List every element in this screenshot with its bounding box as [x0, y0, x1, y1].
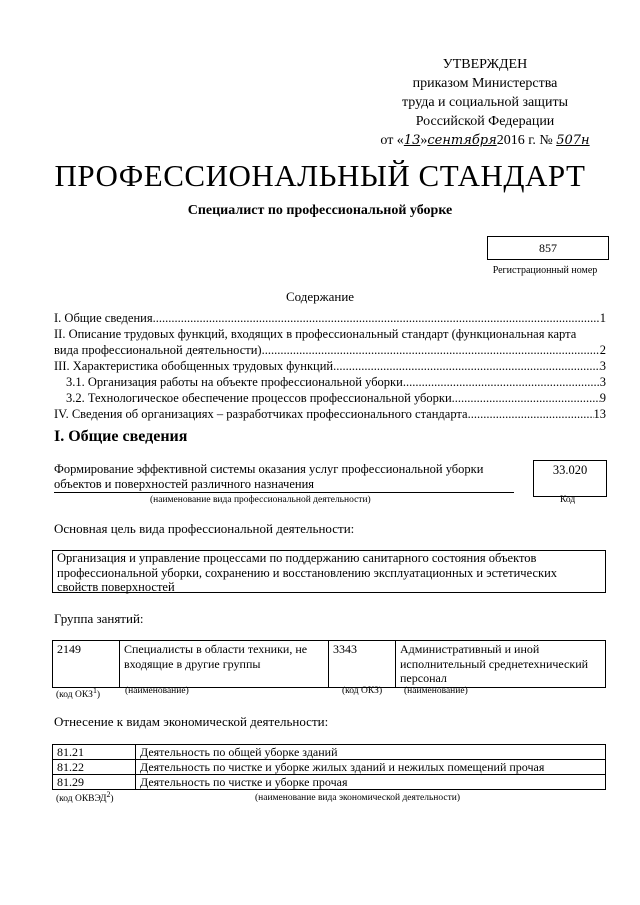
- page-title: ПРОФЕССИОНАЛЬНЫЙ СТАНДАРТ: [54, 158, 586, 193]
- okz-code: 3343: [329, 641, 396, 688]
- okz-code-caption: (код ОКЗ$^1$): [56, 686, 101, 701]
- toc-item[interactable]: II. Описание трудовых функций, входящих в профессиональный стандарт (функциональная карта вида профессиональной деятельности) ..... 2: [54, 326, 606, 358]
- toc-item[interactable]: 3.1. Организация работы на объекте профессиональной уборки ..... 3: [54, 374, 606, 390]
- toc-item[interactable]: 3.2. Технологическое обеспечение процессов профессиональной уборки ..... 9: [54, 390, 606, 406]
- okz-name-caption: (наименование): [125, 686, 189, 696]
- okz-code-caption: (код ОКЗ): [342, 686, 383, 696]
- activity-code-box: 33.020: [533, 460, 607, 497]
- okved-name: Деятельность по общей уборке зданий: [136, 745, 606, 760]
- approval-line: труда и социальной защиты: [402, 95, 568, 110]
- toc-heading: Содержание: [285, 289, 355, 304]
- table-row: [53, 745, 606, 760]
- okved-name-caption: (наименование вида экономической деятельности): [255, 793, 460, 803]
- handwritten-day: 13: [403, 133, 421, 148]
- goal-heading: Основная цель вида профессиональной деятельности:: [54, 521, 355, 536]
- activity-caption: (наименование вида профессиональной деятельности): [150, 495, 371, 505]
- handwritten-number: 507н: [556, 133, 590, 148]
- occupation-group-table: [52, 640, 606, 688]
- approval-line: Российской Федерации: [415, 114, 555, 129]
- okved-name: Деятельность по чистке и уборке жилых зданий и нежилых помещений прочая: [136, 760, 606, 775]
- toc-item[interactable]: I. Общие сведения ..... 1: [54, 310, 606, 326]
- code-caption: Код: [560, 495, 576, 505]
- okved-code: 81.29: [53, 775, 136, 790]
- okved-code: 81.21: [53, 745, 136, 760]
- group-heading: Группа занятий:: [54, 611, 144, 626]
- registration-number-box: 857: [487, 236, 609, 260]
- okved-code-caption: (код ОКВЭД$^2$): [56, 790, 114, 805]
- approval-line: приказом Министерства: [412, 76, 558, 91]
- approval-title: УТВЕРЖДЕН: [442, 57, 528, 72]
- okz-name-caption: (наименование): [404, 686, 468, 696]
- table-row: [53, 760, 606, 775]
- okved-heading: Отнесение к видам экономической деятельности:: [54, 714, 329, 729]
- registration-label: Регистрационный номер: [492, 265, 598, 276]
- approval-date: от «13»сентября2016 г. № 507н: [380, 133, 590, 148]
- okz-name: Специалисты в области техники, не входящие в другие группы: [120, 641, 329, 688]
- okved-code: 81.22: [53, 760, 136, 775]
- toc-item[interactable]: III. Характеристика обобщенных трудовых функций ..... 3: [54, 358, 606, 374]
- section-heading: I. Общие сведения: [54, 428, 188, 445]
- table-row: [53, 775, 606, 790]
- approval-block: [380, 55, 590, 150]
- handwritten-month: сентября: [427, 133, 497, 148]
- standard-name: Специалист по профессиональной уборке: [187, 203, 453, 218]
- table-of-contents: [54, 310, 606, 422]
- okved-name: Деятельность по чистке и уборке прочая: [136, 775, 606, 790]
- table-row: [53, 641, 606, 688]
- activity-name: Формирование эффективной системы оказания услуг профессиональной уборки объектов и поверхностей различного назначения: [54, 462, 514, 493]
- okz-code: 2149: [53, 641, 120, 688]
- toc-item[interactable]: IV. Сведения об организациях – разработчиках профессионального стандарта ..... 13: [54, 406, 606, 422]
- okved-table: [52, 744, 606, 790]
- okz-name: Административный и иной исполнительный среднетехнический персонал: [396, 641, 606, 688]
- goal-text: Организация и управление процессами по поддержанию санитарного состояния объектов профессиональной уборки, сохранению и восстановлению эксплуатационных и эстетических свойств поверхностей: [52, 550, 606, 593]
